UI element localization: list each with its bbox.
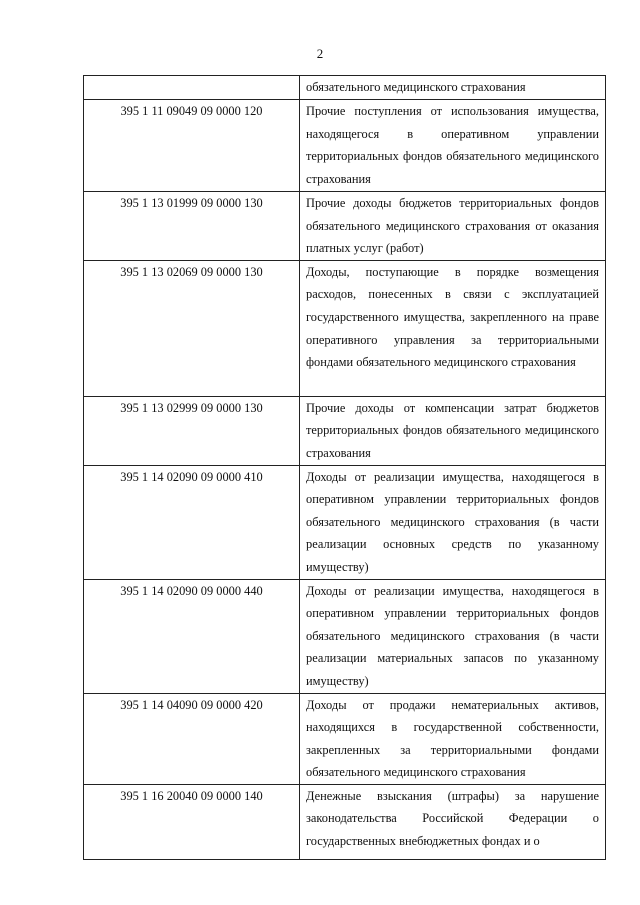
table-row	[84, 693, 606, 784]
description-cell: Денежные взыскания (штрафы) за нарушение законодательства Российской Федерации о государственных внебюджетных фондах и о	[300, 784, 606, 859]
code-cell: 395 1 14 04090 09 0000 420	[84, 693, 300, 784]
description-cell: Доходы, поступающие в порядке возмещения расходов, понесенных в связи с эксплуатацией государственного имущества, закрепленного на праве оперативного управления за территориальными фондами обязательного медицинского страхования	[300, 260, 606, 396]
code-cell: 395 1 14 02090 09 0000 440	[84, 579, 300, 693]
table-row	[84, 100, 606, 192]
code-cell: 395 1 14 02090 09 0000 410	[84, 465, 300, 579]
description-cell: Доходы от реализации имущества, находящегося в оперативном управлении территориальных фондов обязательного медицинского страхования (в части реализации основных средств по указанному имуществу)	[300, 465, 606, 579]
description-cell: Доходы от продажи нематериальных активов, находящихся в государственной собственности, закрепленных за территориальными фондами обязательного медицинского страхования	[300, 693, 606, 784]
code-cell: 395 1 13 01999 09 0000 130	[84, 192, 300, 261]
table-row	[84, 260, 606, 396]
code-cell: 395 1 16 20040 09 0000 140	[84, 784, 300, 859]
description-cell: Доходы от реализации имущества, находящегося в оперативном управлении территориальных фондов обязательного медицинского страхования (в части реализации материальных запасов по указанному имуществу)	[300, 579, 606, 693]
description-cell: Прочие доходы бюджетов территориальных фондов обязательного медицинского страхования от оказания платных услуг (работ)	[300, 192, 606, 261]
table-row	[84, 465, 606, 579]
code-cell: 395 1 13 02069 09 0000 130	[84, 260, 300, 396]
budget-codes-table	[83, 75, 606, 860]
description-cell: Прочие доходы от компенсации затрат бюджетов территориальных фондов обязательного медицинского страхования	[300, 396, 606, 465]
table-row	[84, 396, 606, 465]
code-cell: 395 1 13 02999 09 0000 130	[84, 396, 300, 465]
description-cell: Прочие поступления от использования имущества, находящегося в оперативном управлении территориальных фондов обязательного медицинского страхования	[300, 100, 606, 192]
table-row	[84, 579, 606, 693]
code-cell: 395 1 11 09049 09 0000 120	[84, 100, 300, 192]
description-cell: обязательного медицинского страхования	[300, 76, 606, 100]
page-number: 2	[316, 46, 324, 61]
code-cell	[84, 76, 300, 100]
table-row	[84, 192, 606, 261]
table-row	[84, 76, 606, 100]
table-row	[84, 784, 606, 859]
